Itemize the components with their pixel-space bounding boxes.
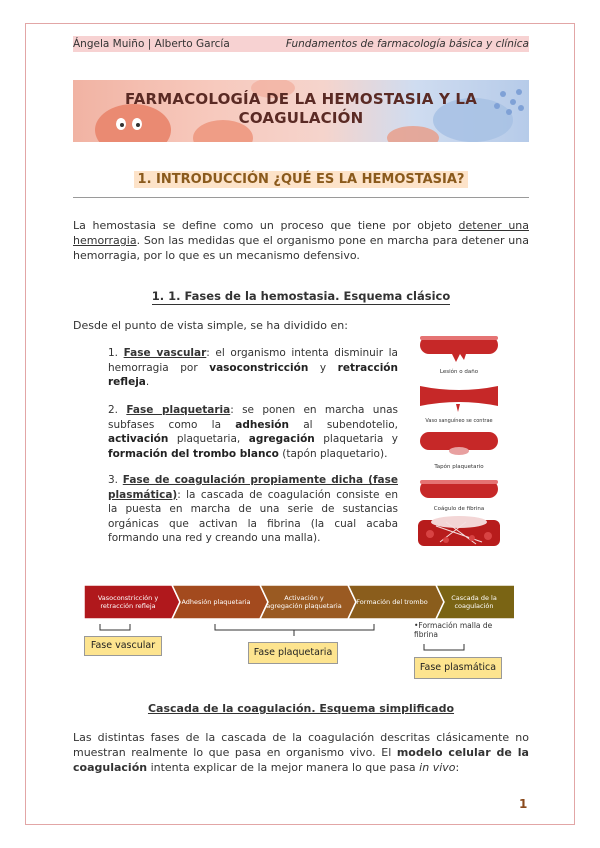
phase-label: Fase plaquetaria	[126, 404, 231, 416]
phase-label: Fase vascular	[123, 347, 207, 359]
header-authors: Ángela Muiño | Alberto García	[73, 38, 230, 50]
fase-vascular-box: Fase vascular	[84, 636, 162, 656]
timeline-step-5: Cascada de la coagulación	[451, 594, 497, 610]
subsection-heading	[73, 289, 529, 303]
vessel-caption: Coágulo de fibrina	[433, 506, 485, 512]
hemostasis-illustration	[416, 330, 502, 550]
phase-item-3: 3. Fase de coagulación propiamente dicha (fase plasmática): la cascada de coagulación consiste en la puesta en marcha de una serie de sustancias orgánicas que activan la fibrina (la cual acaba formando una red y creando una malla).	[108, 474, 399, 544]
fase-plasmatica-box: Fase plasmática	[414, 657, 502, 679]
vessel-caption: Tapón plaquetario	[434, 464, 484, 470]
fase-plaquetaria-box: Fase plaquetaria	[248, 642, 338, 664]
vessel-caption: Vaso sanguíneo se contrae	[425, 418, 493, 424]
lead-sentence: Desde el punto de vista simple, se ha dividido en:	[73, 319, 348, 332]
timeline-step-1: Vasoconstricción y retracción refleja	[97, 594, 159, 610]
vessel-fibrin-clot-icon	[420, 480, 498, 498]
vessel-caption: Lesión o daño	[439, 369, 479, 375]
running-header	[73, 36, 529, 52]
figure-caption	[73, 702, 529, 715]
closing-paragraph: Las distintas fases de la cascada de la coagulación descritas clásicamente no muestran realmente lo que pasa en organismo vivo. El modelo celular de la coagulación intenta explicar de la mejor manera lo que pasa in vivo:	[73, 731, 529, 774]
emphasis-underlined: detener una hemorragia	[73, 219, 529, 247]
timeline-step-3: Activación y agregación plaquetaria	[266, 594, 342, 610]
phase-label: Fase de coagulación propiamente dicha (fase plasmática)	[108, 474, 399, 501]
section-heading	[73, 172, 529, 187]
vessel-constriction-icon	[420, 386, 498, 412]
fibrin-mesh-note: •Formación malla de fibrina	[414, 621, 493, 639]
vessel-injury-icon	[420, 336, 498, 362]
timeline-step-2: Adhesión plaquetaria	[181, 598, 251, 606]
bracket-vascular	[100, 624, 130, 630]
coagulation-cascade-timeline	[84, 585, 514, 619]
clot-closeup-icon	[418, 516, 500, 546]
figure-caption-text: Cascada de la coagulación. Esquema simplificado	[147, 702, 455, 715]
vessel-platelet-plug-icon	[420, 432, 498, 455]
page-number: 1	[519, 797, 528, 811]
intro-paragraph: La hemostasia se define como un proceso que tiene por objeto detener una hemorragia. Son las medidas que el organismo pone en marcha para detener una hemorragia, por lo que es un mecanismo defensivo.	[73, 219, 529, 262]
phase-item-2: 2. Fase plaquetaria: se ponen en marcha unas subfases como la adhesión al subendotelio, activación plaquetaria, agregación plaquetaria y formación del trombo blanco (tapón plaquetario).	[108, 404, 399, 460]
blood-vessel-diagram	[416, 330, 502, 550]
header-subject: Fundamentos de farmacología básica y clínica	[285, 38, 529, 50]
phase-item-1: 1. Fase vascular: el organismo intenta disminuir la hemorragia por vasoconstricción y retracción refleja.	[108, 347, 398, 388]
section-heading-text: 1. INTRODUCCIÓN ¿QUÉ ES LA HEMOSTASIA?	[134, 171, 469, 188]
bracket-plasmatic	[424, 644, 464, 650]
bracket-platelet	[215, 624, 374, 630]
document-title: FARMACOLOGÍA DE LA HEMOSTASIA Y LA COAGULACIÓN	[124, 90, 477, 127]
timeline-step-4: Formación del trombo	[356, 598, 428, 606]
title-banner	[73, 80, 529, 142]
section-divider	[73, 197, 529, 198]
subsection-heading-text: 1. 1. Fases de la hemostasia. Esquema clásico	[151, 289, 451, 303]
